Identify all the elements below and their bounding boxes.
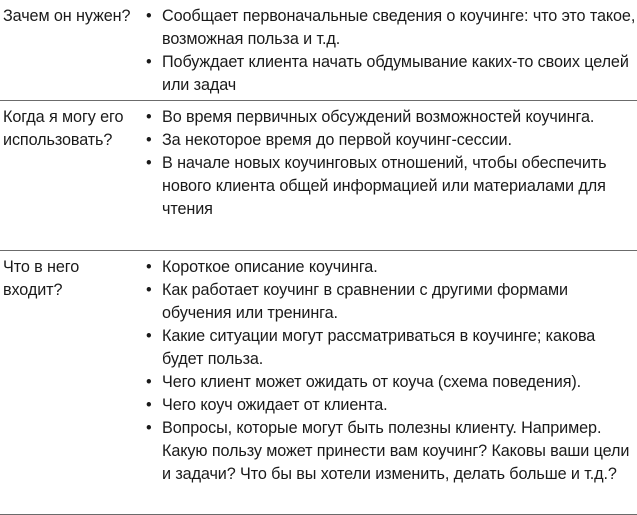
list-item — [138, 279, 637, 325]
list-item — [138, 371, 637, 394]
list-item-text: Какие ситуации могут рассматриваться в коучинге; какова будет польза. — [162, 327, 596, 368]
list-item-text: Побуждает клиента начать обдумывание каких-то своих целей или задач — [162, 53, 629, 94]
answer-list — [138, 251, 637, 514]
bullet-icon: • — [146, 108, 152, 126]
list-item — [138, 5, 637, 51]
list-item — [138, 417, 637, 486]
bullet-icon: • — [146, 131, 152, 149]
table-row-when — [0, 101, 637, 251]
list-item — [138, 256, 637, 279]
bullet-icon: • — [146, 419, 152, 437]
list-item-text: Короткое описание коучинга. — [162, 258, 378, 276]
list-item-text: Как работает коучинг в сравнении с другими формами обучения или тренинга. — [162, 281, 568, 322]
answer-list — [138, 101, 637, 250]
table-row-why — [0, 0, 637, 101]
bullet-icon: • — [146, 7, 152, 25]
table-row-contents — [0, 251, 637, 515]
list-item-text: Во время первичных обсуждений возможностей коучинга. — [162, 108, 595, 126]
list-item-text: Чего клиент может ожидать от коуча (схема поведения). — [162, 373, 582, 391]
list-item — [138, 325, 637, 371]
question-cell: Когда я могу его использовать? — [3, 108, 124, 149]
list-item-text: Вопросы, которые могут быть полезны клиенту. Например. Какую пользу может принести вам коучинг? Каковы ваши цели и задачи? Что бы вы хотели изменить, делать больше и т.д.? — [162, 419, 630, 483]
list-item — [138, 152, 637, 221]
list-item-text: В начале новых коучинговых отношений, чтобы обеспечить нового клиента общей информацией или материалами для чтения — [162, 154, 607, 218]
list-item — [138, 129, 637, 152]
bullet-icon: • — [146, 53, 152, 71]
bullet-icon: • — [146, 154, 152, 172]
question-cell: Что в него входит? — [3, 258, 80, 299]
list-item — [138, 394, 637, 417]
list-item-text: Чего коуч ожидает от клиента. — [162, 396, 388, 414]
list-item — [138, 51, 637, 97]
answer-list — [138, 0, 637, 100]
list-item — [138, 106, 637, 129]
bullet-icon: • — [146, 327, 152, 345]
list-item-text: Сообщает первоначальные сведения о коучинге: что это такое, возможная польза и т.д. — [162, 7, 636, 48]
bullet-icon: • — [146, 396, 152, 414]
bullet-icon: • — [146, 258, 152, 276]
list-item-text: За некоторое время до первой коучинг-сессии. — [162, 131, 512, 149]
question-cell: Зачем он нужен? — [3, 7, 131, 25]
bullet-icon: • — [146, 373, 152, 391]
bullet-icon: • — [146, 281, 152, 299]
